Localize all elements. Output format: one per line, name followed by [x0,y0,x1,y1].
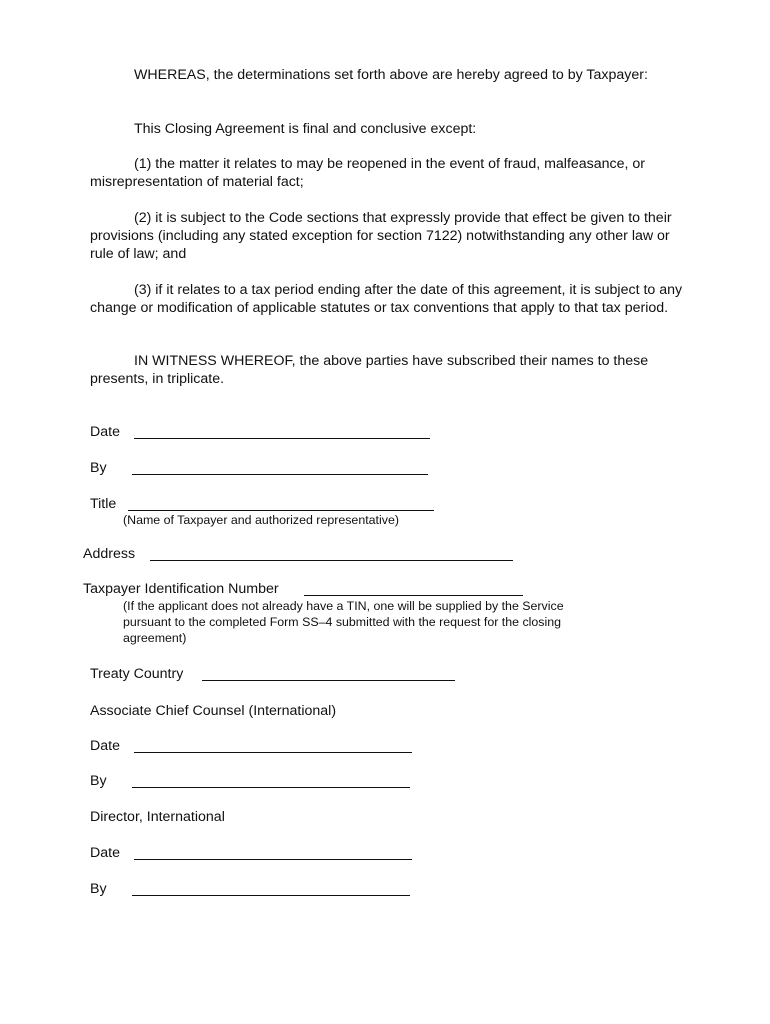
taxpayer-date-line[interactable] [134,438,430,439]
taxpayer-by-label: By [90,460,107,476]
final-conclusive-text: This Closing Agreement is final and conclusive except: [134,121,477,137]
taxpayer-name-note: (Name of Taxpayer and authorized representative) [123,513,399,527]
counsel-date-field [90,737,120,755]
taxpayer-by-line[interactable] [132,474,428,475]
director-date-label: Date [90,845,120,861]
final-conclusive-paragraph [90,120,690,138]
taxpayer-title-label: Title [90,496,117,512]
whereas-paragraph [90,66,690,84]
exception-2-paragraph [90,209,690,263]
taxpayer-date-label: Date [90,424,120,440]
counsel-by-field [90,772,107,790]
exception-2-text: (2) it is subject to the Code sections that expressly provide that effect be given to their provisions (including any stated exception for section 7122) notwithstanding any other law or rule of law; and [90,210,672,262]
taxpayer-date-field [90,423,120,441]
counsel-by-line[interactable] [132,787,410,788]
exception-3-paragraph [90,281,690,317]
taxpayer-by-field [90,459,107,477]
counsel-date-line[interactable] [134,752,412,753]
counsel-date-label: Date [90,738,120,754]
tin-note-line-3: agreement) [123,631,187,645]
exception-3-text: (3) if it relates to a tax period ending after the date of this agreement, it is subject to any change or modification of applicable statutes or tax conventions that apply to that tax period. [90,282,683,316]
exception-1-text: (1) the matter it relates to may be reopened in the event of fraud, malfeasance, or misrepresentation of material fact; [90,156,646,190]
counsel-heading: Associate Chief Counsel (International) [90,703,337,719]
treaty-country-line[interactable] [202,680,455,681]
director-by-label: By [90,881,107,897]
witness-paragraph [90,352,690,388]
director-by-line[interactable] [132,895,410,896]
tin-note-line-1: (If the applicant does not already have a TIN, one will be supplied by the Service [123,599,564,613]
taxpayer-title-field [90,495,116,513]
director-by-field [90,880,107,898]
tin-label: Taxpayer Identification Number [83,581,279,597]
address-line[interactable] [150,560,513,561]
director-heading: Director, International [90,809,225,825]
treaty-country-label: Treaty Country [90,666,184,682]
exception-1-paragraph [90,155,690,191]
witness-text: IN WITNESS WHEREOF, the above parties have subscribed their names to these presents, in triplicate. [90,353,649,387]
address-field [83,545,135,563]
tin-line[interactable] [304,595,523,596]
address-label: Address [83,546,136,562]
counsel-by-label: By [90,773,107,789]
tin-field [83,580,279,598]
treaty-country-field [90,665,183,683]
director-date-line[interactable] [134,859,412,860]
tin-note-line-2: pursuant to the completed Form SS–4 submitted with the request for the closing [123,615,562,629]
taxpayer-title-line[interactable] [128,510,434,511]
whereas-text: WHEREAS, the determinations set forth above are hereby agreed to by Taxpayer: [134,67,648,83]
director-date-field [90,844,120,862]
